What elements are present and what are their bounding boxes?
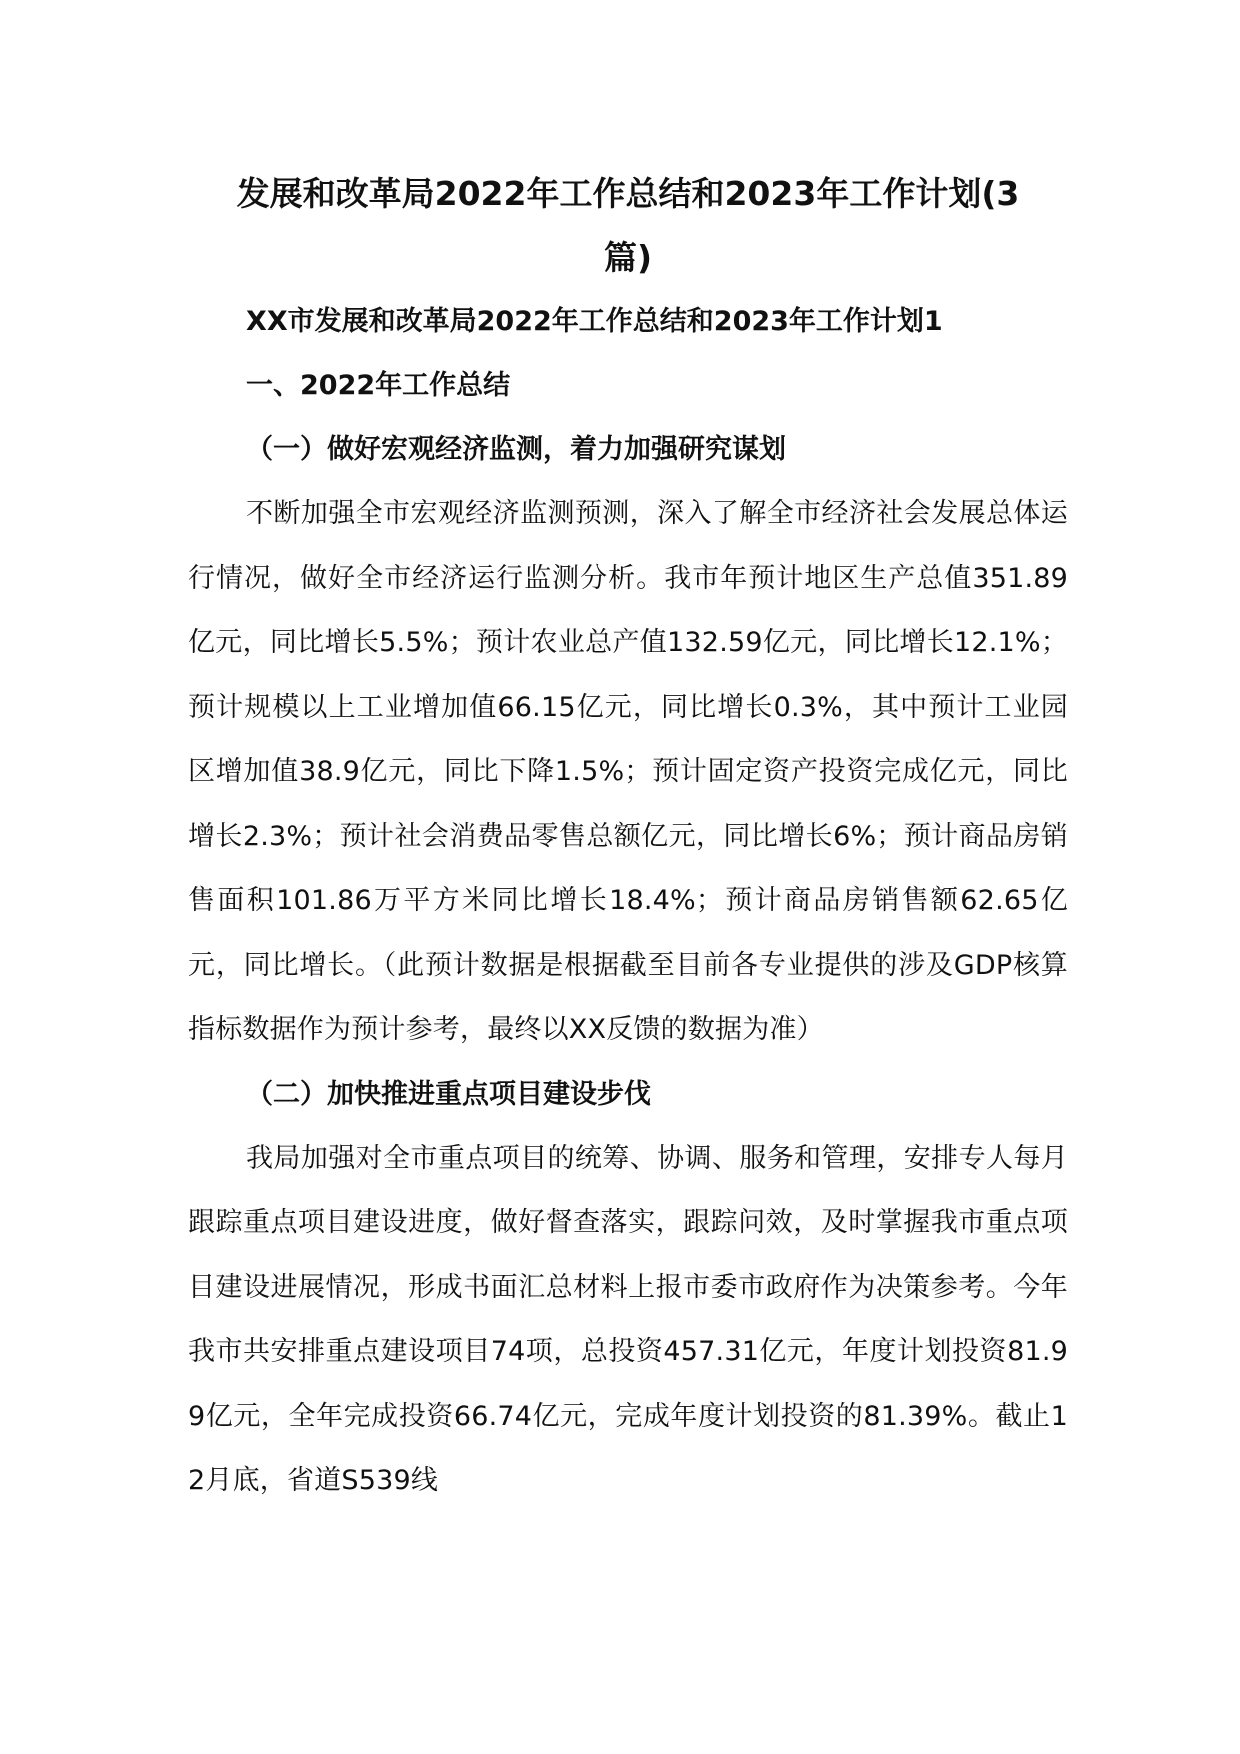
document-subtitle: XX市发展和改革局2022年工作总结和2023年工作计划1 xyxy=(246,306,943,337)
sub-heading-1: （一）做好宏观经济监测，着力加强研究谋划 xyxy=(246,434,786,465)
paragraph-2: 我局加强对全市重点项目的统筹、协调、服务和管理，安排专人每月跟踪重点项目建设进度，做好督查落实，跟踪问效，及时掌握我市重点项目建设进展情况，形成书面汇总材料上报市委市政府作为决策参考。今年我市共安排重点建设项目74项，总投资457.31亿元，年度计划投资81.99亿元，全年完成投资66.74亿元，完成年度计划投资的81.39%。截止12月底，省道S539线 xyxy=(188,1142,1068,1496)
document-page xyxy=(188,162,1068,1514)
section-heading-1: 一、2022年工作总结 xyxy=(246,370,511,401)
paragraph-1: 不断加强全市宏观经济监测预测，深入了解全市经济社会发展总体运行情况，做好全市经济运行监测分析。我市年预计地区生产总值351.89亿元，同比增长5.5%；预计农业总产值132.59亿元，同比增长12.1%；预计规模以上工业增加值66.15亿元，同比增长0.3%，其中预计工业园区增加值38.9亿元，同比下降1.5%；预计固定资产投资完成亿元，同比增长2.3%；预计社会消费品零售总额亿元，同比增长6%；预计商品房销售面积101.86万平方米同比增长18.4%；预计商品房销售额62.65亿元，同比增长。（此预计数据是根据截至目前各专业提供的涉及GDP核算指标数据作为预计参考，最终以XX反馈的数据为准） xyxy=(188,498,1068,1045)
document-title: 发展和改革局2022年工作总结和2023年工作计划(3篇) xyxy=(236,174,1020,277)
sub-heading-2: （二）加快推进重点项目建设步伐 xyxy=(246,1078,651,1110)
